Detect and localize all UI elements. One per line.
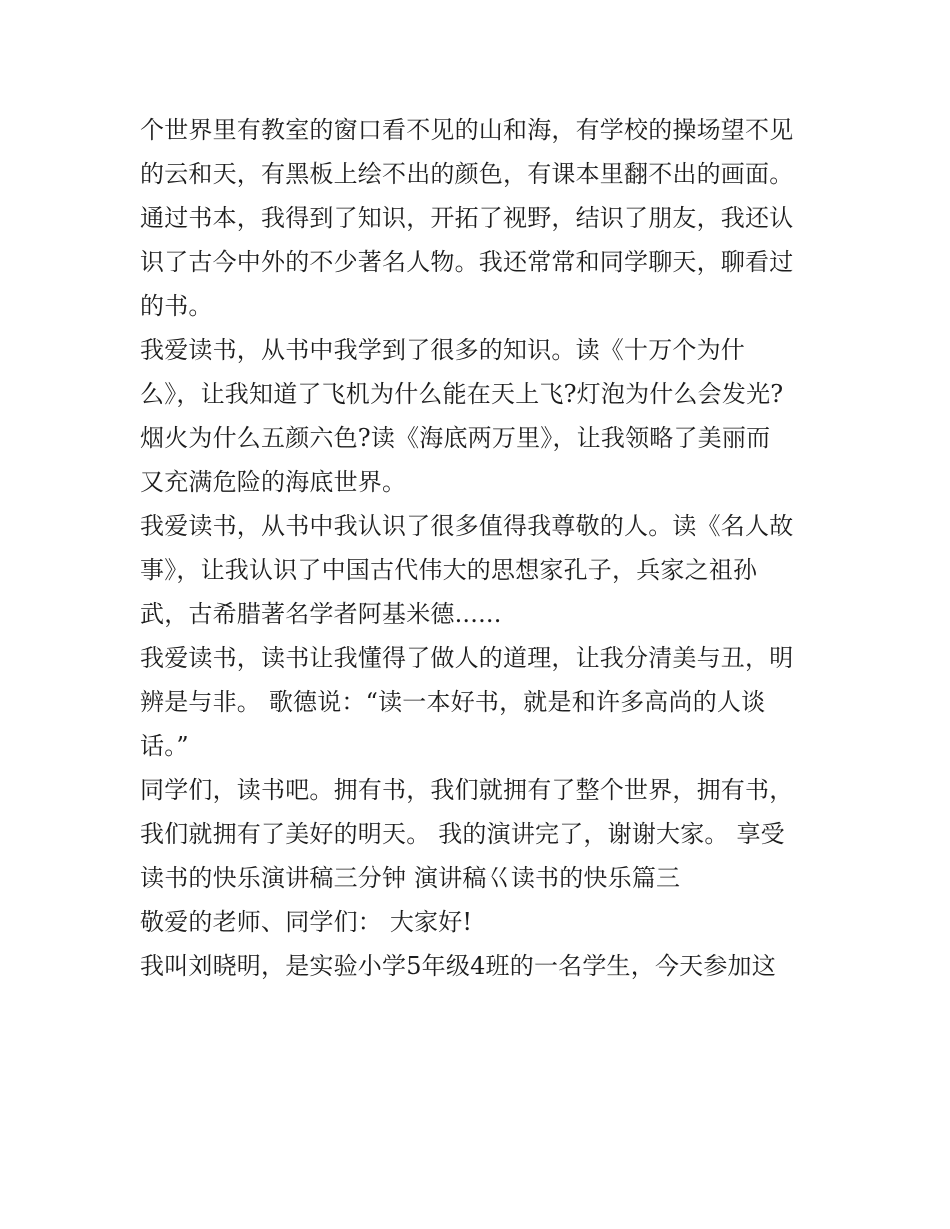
text-line-1: 个世界里有教室的窗口看不见的山和海，有学校的操场望不见 <box>140 116 794 144</box>
text-line-3: 通过书本，我得到了知识，开拓了视野，结识了朋友，我还认 <box>140 204 794 232</box>
text-line-10: 我爱读书，从书中我认识了很多值得我尊敬的人。读《名人故 <box>140 512 794 540</box>
text-line-20: 我叫刘晓明，是实验小学5年级4班的一名学生，今天参加这 <box>140 952 776 980</box>
text-line-19: 敬爱的老师、同学们： 大家好! <box>140 908 473 936</box>
text-line-15: 话。” <box>140 732 189 760</box>
text-line-13: 我爱读书，读书让我懂得了做人的道理，让我分清美与丑，明 <box>140 644 794 672</box>
text-line-5: 的书。 <box>140 292 213 320</box>
text-line-11: 事》，让我认识了中国古代伟大的思想家孔子，兵家之祖孙 <box>140 556 758 584</box>
text-line-14: 辨是与非。 歌德说：“读一本好书，就是和许多高尚的人谈 <box>140 688 766 716</box>
text-line-7: 么》，让我知道了飞机为什么能在天上飞?灯泡为什么会发光? <box>140 380 784 408</box>
document-body <box>140 108 820 988</box>
text-line-2: 的云和天，有黑板上绘不出的颜色，有课本里翻不出的画面。 <box>140 160 794 188</box>
text-line-4: 识了古今中外的不少著名人物。我还常常和同学聊天，聊看过 <box>140 248 794 276</box>
text-line-6: 我爱读书，从书中我学到了很多的知识。读《十万个为什 <box>140 336 745 364</box>
text-line-8: 烟火为什么五颜六色?读《海底两万里》，让我领略了美丽而 <box>140 424 771 452</box>
text-line-18: 读书的快乐演讲稿三分钟 演讲稿巜读书的快乐篇三 <box>140 864 681 892</box>
text-line-12: 武，古希腊著名学者阿基米德...... <box>140 600 502 628</box>
text-line-16: 同学们，读书吧。拥有书，我们就拥有了整个世界，拥有书， <box>140 776 794 804</box>
text-line-17: 我们就拥有了美好的明天。 我的演讲完了，谢谢大家。 享受 <box>140 820 785 848</box>
text-line-9: 又充满危险的海底世界。 <box>140 468 407 496</box>
